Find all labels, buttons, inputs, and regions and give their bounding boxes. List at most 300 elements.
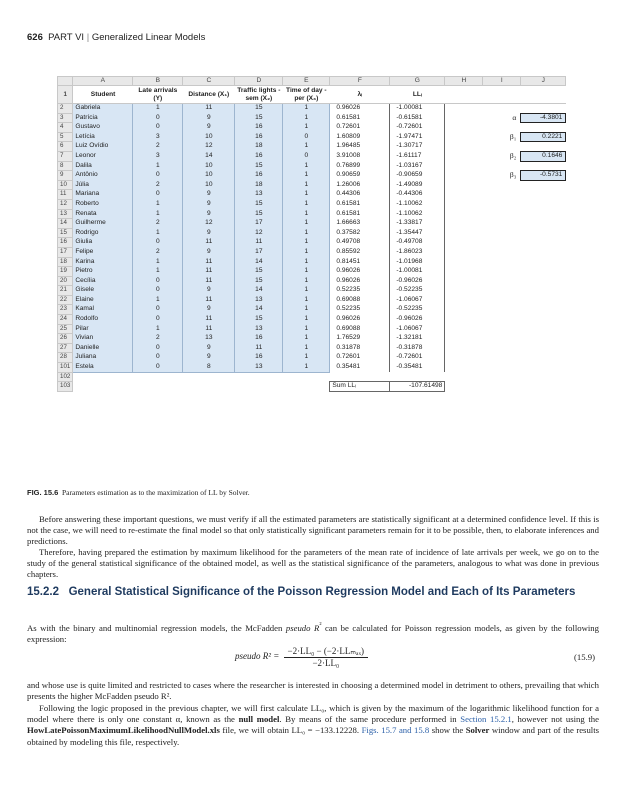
cell-ll[interactable]: -1.33817 [390, 219, 445, 229]
cell-time-of-day[interactable]: 1 [283, 171, 330, 181]
column-header-row [58, 77, 566, 86]
spreadsheet [57, 76, 566, 392]
corner-cell[interactable] [58, 77, 73, 86]
cell-student[interactable]: Leonor [73, 151, 133, 161]
cell-student[interactable]: Karina [73, 257, 133, 267]
row-number[interactable]: 13 [58, 209, 73, 219]
cell-lambda[interactable]: 0.44306 [330, 190, 390, 200]
cell-ll[interactable]: -1.00081 [390, 104, 445, 114]
cell-traffic-lights[interactable]: 13 [235, 295, 283, 305]
cell-lambda[interactable]: 0.72601 [330, 353, 390, 363]
column-letter[interactable]: J [521, 77, 566, 86]
param-value[interactable]: -0.5731 [521, 171, 566, 181]
row-number[interactable]: 23 [58, 305, 73, 315]
cell-time-of-day[interactable]: 1 [283, 247, 330, 257]
cell-time-of-day[interactable]: 1 [283, 123, 330, 133]
cell-student[interactable]: Letícia [73, 132, 133, 142]
cell-late-arrivals[interactable]: 0 [133, 305, 183, 315]
cell-late-arrivals[interactable]: 0 [133, 171, 183, 181]
cell-traffic-lights[interactable]: 18 [235, 142, 283, 152]
cell-student[interactable]: Estela [73, 363, 133, 373]
header-student[interactable]: Student [73, 86, 133, 104]
cell-late-arrivals[interactable]: 1 [133, 324, 183, 334]
table-row [58, 305, 566, 315]
cell-time-of-day[interactable]: 1 [283, 209, 330, 219]
row-number[interactable]: 21 [58, 286, 73, 296]
row-number[interactable]: 25 [58, 324, 73, 334]
row-number[interactable]: 5 [58, 132, 73, 142]
cell-lambda[interactable]: 0.90659 [330, 171, 390, 181]
cell-student[interactable]: Antônio [73, 171, 133, 181]
cell-distance[interactable]: 11 [183, 267, 235, 277]
cell-distance[interactable]: 8 [183, 363, 235, 373]
column-letter[interactable]: F [330, 77, 390, 86]
row-number[interactable]: 101 [58, 363, 73, 373]
cell-distance[interactable]: 9 [183, 228, 235, 238]
cell-traffic-lights[interactable]: 13 [235, 363, 283, 373]
part-number: VI [75, 32, 85, 43]
cell-distance[interactable]: 10 [183, 132, 235, 142]
cell-lambda[interactable]: 0.61581 [330, 113, 390, 123]
cell-time-of-day[interactable]: 1 [283, 257, 330, 267]
cell-lambda[interactable]: 0.31878 [330, 343, 390, 353]
cell-lambda[interactable]: 0.49708 [330, 238, 390, 248]
cell-traffic-lights[interactable]: 14 [235, 305, 283, 315]
table-row [58, 363, 566, 373]
cell-ll[interactable]: -0.96026 [390, 276, 445, 286]
cell-lambda[interactable]: 3.91008 [330, 151, 390, 161]
cell-time-of-day[interactable]: 1 [283, 219, 330, 229]
cell-student[interactable]: Pietro [73, 267, 133, 277]
cell-ll[interactable]: -1.30717 [390, 142, 445, 152]
cell-traffic-lights[interactable]: 15 [235, 276, 283, 286]
cell-ll[interactable]: -1.10062 [390, 209, 445, 219]
cell-distance[interactable]: 9 [183, 353, 235, 363]
param-label: β₃ [509, 170, 517, 180]
cell-lambda[interactable]: 0.52235 [330, 286, 390, 296]
cell-traffic-lights[interactable]: 13 [235, 190, 283, 200]
cell-distance[interactable]: 11 [183, 257, 235, 267]
cell-student[interactable]: Danielle [73, 343, 133, 353]
cell-traffic-lights[interactable]: 16 [235, 353, 283, 363]
equation-fraction [284, 646, 369, 668]
cell-late-arrivals[interactable]: 1 [133, 295, 183, 305]
cell-late-arrivals[interactable]: 0 [133, 286, 183, 296]
table-row [58, 171, 566, 181]
cell-time-of-day[interactable]: 1 [283, 324, 330, 334]
table-row [58, 190, 566, 200]
cell-student[interactable]: Dalila [73, 161, 133, 171]
cell-distance[interactable]: 12 [183, 142, 235, 152]
table-row [58, 267, 566, 277]
table-row [58, 295, 566, 305]
cell-student[interactable]: Juliana [73, 353, 133, 363]
equation-denominator: −2·LL₀ [312, 658, 340, 668]
cell-distance[interactable]: 9 [183, 286, 235, 296]
cell-ll[interactable]: -0.72601 [390, 353, 445, 363]
cell-student[interactable]: Rodrigo [73, 228, 133, 238]
cell-lambda[interactable]: 0.69088 [330, 295, 390, 305]
cell-traffic-lights[interactable]: 15 [235, 315, 283, 325]
cell-ll[interactable]: -1.06067 [390, 324, 445, 334]
section-heading [27, 586, 599, 600]
row-number[interactable]: 102 [58, 372, 73, 382]
cell-ll[interactable]: -0.52235 [390, 305, 445, 315]
cell-ll[interactable]: -1.97471 [390, 132, 445, 142]
header-time-of-day[interactable]: Time of day - per (X₃) [283, 86, 330, 104]
row-number[interactable]: 11 [58, 190, 73, 200]
row-number[interactable]: 27 [58, 343, 73, 353]
cell-late-arrivals[interactable]: 0 [133, 123, 183, 133]
cell-distance[interactable]: 9 [183, 209, 235, 219]
cell-distance[interactable]: 13 [183, 334, 235, 344]
cell-time-of-day[interactable]: 1 [283, 363, 330, 373]
cell-lambda[interactable]: 1.60809 [330, 132, 390, 142]
cell-distance[interactable]: 11 [183, 324, 235, 334]
row-number[interactable]: 16 [58, 238, 73, 248]
cell-late-arrivals[interactable]: 0 [133, 238, 183, 248]
header-late-arrivals[interactable]: Late arrivals (Y) [133, 86, 183, 104]
cell-distance[interactable]: 12 [183, 219, 235, 229]
cell-lambda[interactable]: 0.52235 [330, 305, 390, 315]
cell-student[interactable]: Gisele [73, 286, 133, 296]
cell-late-arrivals[interactable]: 1 [133, 257, 183, 267]
cell-lambda[interactable]: 0.76899 [330, 161, 390, 171]
cell-late-arrivals[interactable]: 1 [133, 104, 183, 114]
cell-ll[interactable]: -1.86023 [390, 247, 445, 257]
paragraph-1: Before answering these important questions, we must verify if all the estimated parameters are statistically significant at a determined confidence level. If this is not the case, we will need to re-estimate the final model so that only statistically significant parameters remain for it to be possible, then, to elaborate inferences and predictions. [27, 514, 599, 547]
cell-student[interactable]: Pilar [73, 324, 133, 334]
row-number[interactable]: 1 [58, 86, 73, 104]
cell-late-arrivals[interactable]: 0 [133, 315, 183, 325]
cell-distance[interactable]: 9 [183, 190, 235, 200]
cell-student[interactable]: Kamal [73, 305, 133, 315]
cell-ll[interactable]: -0.49708 [390, 238, 445, 248]
cell-ll[interactable]: -0.44306 [390, 190, 445, 200]
sum-label[interactable]: Sum LLᵢ [330, 382, 390, 392]
cell-time-of-day[interactable]: 1 [283, 267, 330, 277]
row-number[interactable]: 6 [58, 142, 73, 152]
figure-caption [27, 488, 250, 497]
param-value[interactable]: 0.1646 [521, 151, 566, 161]
cell-lambda[interactable]: 0.96026 [330, 267, 390, 277]
cell-time-of-day[interactable]: 0 [283, 151, 330, 161]
cell-time-of-day[interactable]: 1 [283, 104, 330, 114]
equation-lhs: pseudo R² = [235, 651, 280, 662]
row-number[interactable]: 26 [58, 334, 73, 344]
cell-distance[interactable]: 14 [183, 151, 235, 161]
cell-time-of-day[interactable]: 1 [283, 295, 330, 305]
cell-distance[interactable]: 9 [183, 305, 235, 315]
cell-ll[interactable]: -1.61117 [390, 151, 445, 161]
equation-pseudo-r2 [235, 646, 368, 668]
row-number[interactable]: 22 [58, 295, 73, 305]
table-row [58, 238, 566, 248]
cell-time-of-day[interactable]: 1 [283, 238, 330, 248]
row-number[interactable]: 28 [58, 353, 73, 363]
header-row [58, 86, 566, 104]
cell-lambda[interactable]: 1.76529 [330, 334, 390, 344]
cell-student[interactable]: Gabriela [73, 104, 133, 114]
cell-traffic-lights[interactable]: 11 [235, 343, 283, 353]
cell-traffic-lights[interactable]: 16 [235, 171, 283, 181]
cell-student[interactable]: Roberto [73, 199, 133, 209]
part-label: PART [48, 32, 73, 43]
cell-ll[interactable]: -1.00081 [390, 267, 445, 277]
paragraph-2: Therefore, having prepared the estimation by maximum likelihood for the parameters of the mean rate of incidence of late arrivals per week, we go on to the study of the general statistical significance of the obtained model, as well as the statistical significance of the parameters, analogous to what was done in previous chapters. [27, 547, 599, 580]
cell-traffic-lights[interactable]: 14 [235, 286, 283, 296]
cell-student[interactable]: Rodolfo [73, 315, 133, 325]
cell-distance[interactable]: 10 [183, 180, 235, 190]
column-letter[interactable]: I [483, 77, 521, 86]
paragraph-5: Following the logic proposed in the previous chapter, we will first calculate LL₀, which is given by the maximum of the logarithmic likelihood function for a model where there is only one constant α, known as the null model. By means of the same procedure performed in Section 15.2.1, however not using the HowLatePoissonMaximumLikelihoodNullModel.xls file, we will obtain LL₀ = −133.12228. Figs. 15.7 and 15.8 show the Solver window and part of the results obtained by modeling this file, respectively. [27, 703, 599, 747]
column-letter[interactable]: A [73, 77, 133, 86]
row-number[interactable]: 12 [58, 199, 73, 209]
cell-ll[interactable]: -0.96026 [390, 315, 445, 325]
cell-ll[interactable]: -1.01968 [390, 257, 445, 267]
header-ll[interactable]: LLᵢ [390, 86, 445, 104]
row-number[interactable]: 7 [58, 151, 73, 161]
cell-traffic-lights[interactable]: 14 [235, 257, 283, 267]
cell-ll[interactable]: -0.35481 [390, 363, 445, 373]
cell-traffic-lights[interactable]: 15 [235, 161, 283, 171]
cell-time-of-day[interactable]: 1 [283, 190, 330, 200]
table-row [58, 353, 566, 363]
book-title: Generalized Linear Models [91, 32, 206, 43]
row-number[interactable]: 10 [58, 180, 73, 190]
cell-ll[interactable]: -1.49089 [390, 180, 445, 190]
table-row [58, 257, 566, 267]
cell-late-arrivals[interactable]: 0 [133, 363, 183, 373]
row-number[interactable]: 14 [58, 219, 73, 229]
row-number[interactable]: 103 [58, 382, 73, 392]
sum-row [58, 382, 566, 392]
cell-student[interactable]: Renata [73, 209, 133, 219]
cell-time-of-day[interactable]: 1 [283, 343, 330, 353]
cell-time-of-day[interactable]: 0 [283, 132, 330, 142]
row-number[interactable]: 8 [58, 161, 73, 171]
cell-lambda[interactable]: 0.96026 [330, 104, 390, 114]
sum-value[interactable]: -107.61498 [390, 382, 445, 392]
table-row [58, 372, 566, 382]
cell-traffic-lights[interactable]: 15 [235, 113, 283, 123]
column-letter[interactable]: E [283, 77, 330, 86]
param-label: α [512, 113, 517, 122]
cell-distance[interactable]: 11 [183, 315, 235, 325]
cell-student[interactable]: Patrícia [73, 113, 133, 123]
cell-lambda[interactable]: 1.26006 [330, 180, 390, 190]
cell-lambda[interactable]: 0.61581 [330, 199, 390, 209]
cell-lambda[interactable]: 0.85592 [330, 247, 390, 257]
cell-time-of-day[interactable]: 1 [283, 142, 330, 152]
cell-distance[interactable]: 10 [183, 161, 235, 171]
cell-ll[interactable]: -1.32181 [390, 334, 445, 344]
section-link[interactable]: Section 15.2.1 [460, 714, 512, 725]
row-number[interactable]: 17 [58, 247, 73, 257]
row-number[interactable]: 15 [58, 228, 73, 238]
cell-late-arrivals[interactable]: 0 [133, 190, 183, 200]
param-value[interactable]: 0.2221 [521, 132, 566, 142]
cell-traffic-lights[interactable]: 13 [235, 324, 283, 334]
cell-time-of-day[interactable]: 1 [283, 161, 330, 171]
cell-lambda[interactable]: 0.81451 [330, 257, 390, 267]
table-row [58, 315, 566, 325]
cell-lambda[interactable]: 0.96026 [330, 276, 390, 286]
cell-traffic-lights[interactable]: 16 [235, 334, 283, 344]
cell-late-arrivals[interactable]: 3 [133, 132, 183, 142]
table-row [58, 343, 566, 353]
row-number[interactable]: 2 [58, 104, 73, 114]
row-number[interactable]: 20 [58, 276, 73, 286]
page-number: 626 [27, 32, 43, 43]
param-label: β₁ [509, 132, 517, 141]
header-lambda[interactable]: λᵢ [330, 86, 390, 104]
table-row [58, 199, 566, 209]
cell-ll[interactable]: -1.06067 [390, 295, 445, 305]
cell-late-arrivals[interactable]: 2 [133, 219, 183, 229]
cell-traffic-lights[interactable]: 12 [235, 228, 283, 238]
cell-student[interactable]: Cecília [73, 276, 133, 286]
cell-distance[interactable]: 9 [183, 123, 235, 133]
header-distance[interactable]: Distance (X₁) [183, 86, 235, 104]
column-letter[interactable]: G [390, 77, 445, 86]
cell-time-of-day[interactable]: 1 [283, 305, 330, 315]
cell-late-arrivals[interactable]: 1 [133, 199, 183, 209]
cell-time-of-day[interactable]: 1 [283, 180, 330, 190]
cell-late-arrivals[interactable]: 0 [133, 343, 183, 353]
row-number[interactable]: 4 [58, 123, 73, 133]
cell-ll[interactable]: -1.03167 [390, 161, 445, 171]
param-value[interactable]: -4.3801 [521, 113, 566, 123]
row-number[interactable]: 18 [58, 257, 73, 267]
column-letter[interactable]: B [133, 77, 183, 86]
cell-student[interactable]: Giulia [73, 238, 133, 248]
cell-late-arrivals[interactable]: 1 [133, 228, 183, 238]
cell-student[interactable]: Elaine [73, 295, 133, 305]
header-traffic-lights[interactable]: Traffic lights - sem (X₂) [235, 86, 283, 104]
paragraph-3: As with the binary and multinomial regression models, the McFadden pseudo $R^{^2}$ can be calculated for Poisson regression models, as given by the following expression: [27, 621, 599, 645]
column-letter[interactable]: C [183, 77, 235, 86]
cell-time-of-day[interactable]: 1 [283, 199, 330, 209]
cell-late-arrivals[interactable]: 2 [133, 247, 183, 257]
cell-late-arrivals[interactable]: 2 [133, 334, 183, 344]
cell-lambda[interactable]: 0.61581 [330, 209, 390, 219]
cell-time-of-day[interactable]: 1 [283, 228, 330, 238]
column-letter[interactable]: D [235, 77, 283, 86]
cell-ll[interactable]: -0.61581 [390, 113, 445, 123]
cell-distance[interactable]: 9 [183, 199, 235, 209]
cell-traffic-lights[interactable]: 15 [235, 209, 283, 219]
cell-lambda[interactable]: 1.66663 [330, 219, 390, 229]
cell-lambda[interactable]: 1.96485 [330, 142, 390, 152]
cell-student[interactable]: Mariana [73, 190, 133, 200]
cell-distance[interactable]: 9 [183, 343, 235, 353]
cell-traffic-lights[interactable]: 15 [235, 104, 283, 114]
cell-traffic-lights[interactable]: 16 [235, 123, 283, 133]
cell-traffic-lights[interactable]: 15 [235, 199, 283, 209]
figure-label: FIG. 15.6 [27, 488, 59, 497]
cell-lambda[interactable]: 0.96026 [330, 315, 390, 325]
cell-ll[interactable]: -1.10062 [390, 199, 445, 209]
cell-late-arrivals[interactable]: 0 [133, 113, 183, 123]
table-row [58, 286, 566, 296]
cell-late-arrivals[interactable]: 2 [133, 180, 183, 190]
cell-late-arrivals[interactable]: 3 [133, 151, 183, 161]
cell-distance[interactable]: 11 [183, 295, 235, 305]
table-row [58, 247, 566, 257]
cell-time-of-day[interactable]: 1 [283, 334, 330, 344]
cell-time-of-day[interactable]: 1 [283, 113, 330, 123]
cell-student[interactable]: Vivian [73, 334, 133, 344]
figures-link[interactable]: Figs. 15.7 and 15.8 [361, 725, 430, 736]
cell-ll[interactable]: -0.31878 [390, 343, 445, 353]
cell-lambda[interactable]: 0.72601 [330, 123, 390, 133]
paragraph-4: and whose use is quite limited and restricted to cases where the researcher is interested in choosing a determined model in detriment to others, prevailing that which presents the higher McFadden pseudo R². [27, 680, 599, 702]
cell-traffic-lights[interactable]: 11 [235, 238, 283, 248]
cell-distance[interactable]: 11 [183, 238, 235, 248]
cell-late-arrivals[interactable]: 2 [133, 142, 183, 152]
row-number[interactable]: 3 [58, 113, 73, 123]
cell-traffic-lights[interactable]: 16 [235, 132, 283, 142]
cell-late-arrivals[interactable]: 0 [133, 276, 183, 286]
cell-student[interactable]: Guilherme [73, 219, 133, 229]
cell-student[interactable]: Luiz Ovídio [73, 142, 133, 152]
cell-late-arrivals[interactable]: 1 [133, 161, 183, 171]
cell-traffic-lights[interactable]: 15 [235, 267, 283, 277]
column-letter[interactable]: H [445, 77, 483, 86]
section-number: 15.2.2 [27, 586, 59, 598]
table-row [58, 276, 566, 286]
cell-student[interactable]: Gustavo [73, 123, 133, 133]
cell-student[interactable]: Felipe [73, 247, 133, 257]
figure-caption-text: Parameters estimation as to the maximization of LL by Solver. [62, 488, 250, 497]
section-title: General Statistical Significance of the Poisson Regression Model and Each of Its Parameters [68, 586, 576, 598]
cell-lambda[interactable]: 0.37582 [330, 228, 390, 238]
cell-time-of-day[interactable]: 1 [283, 353, 330, 363]
cell-late-arrivals[interactable]: 1 [133, 267, 183, 277]
param-label: β₂ [509, 151, 517, 160]
cell-ll[interactable]: -0.52235 [390, 286, 445, 296]
cell-traffic-lights[interactable]: 17 [235, 247, 283, 257]
cell-lambda[interactable]: 0.69088 [330, 324, 390, 334]
table-row [58, 161, 566, 171]
running-header [27, 32, 205, 43]
cell-distance[interactable]: 9 [183, 113, 235, 123]
cell-distance[interactable]: 11 [183, 276, 235, 286]
cell-ll[interactable]: -0.72601 [390, 123, 445, 133]
cell-ll[interactable]: -0.90659 [390, 171, 445, 181]
cell-late-arrivals[interactable]: 1 [133, 209, 183, 219]
row-number[interactable]: 19 [58, 267, 73, 277]
cell-time-of-day[interactable]: 1 [283, 315, 330, 325]
cell-distance[interactable]: 11 [183, 104, 235, 114]
cell-traffic-lights[interactable]: 17 [235, 219, 283, 229]
cell-lambda[interactable]: 0.35481 [330, 363, 390, 373]
row-number[interactable]: 24 [58, 315, 73, 325]
row-number[interactable]: 9 [58, 171, 73, 181]
table-row [58, 209, 566, 219]
cell-student[interactable]: Júlia [73, 180, 133, 190]
table-row [58, 132, 566, 142]
cell-traffic-lights[interactable]: 18 [235, 180, 283, 190]
cell-time-of-day[interactable]: 1 [283, 276, 330, 286]
cell-distance[interactable]: 10 [183, 171, 235, 181]
cell-traffic-lights[interactable]: 16 [235, 151, 283, 161]
cell-distance[interactable]: 9 [183, 247, 235, 257]
cell-time-of-day[interactable]: 1 [283, 286, 330, 296]
cell-late-arrivals[interactable]: 0 [133, 353, 183, 363]
cell-ll[interactable]: -1.35447 [390, 228, 445, 238]
